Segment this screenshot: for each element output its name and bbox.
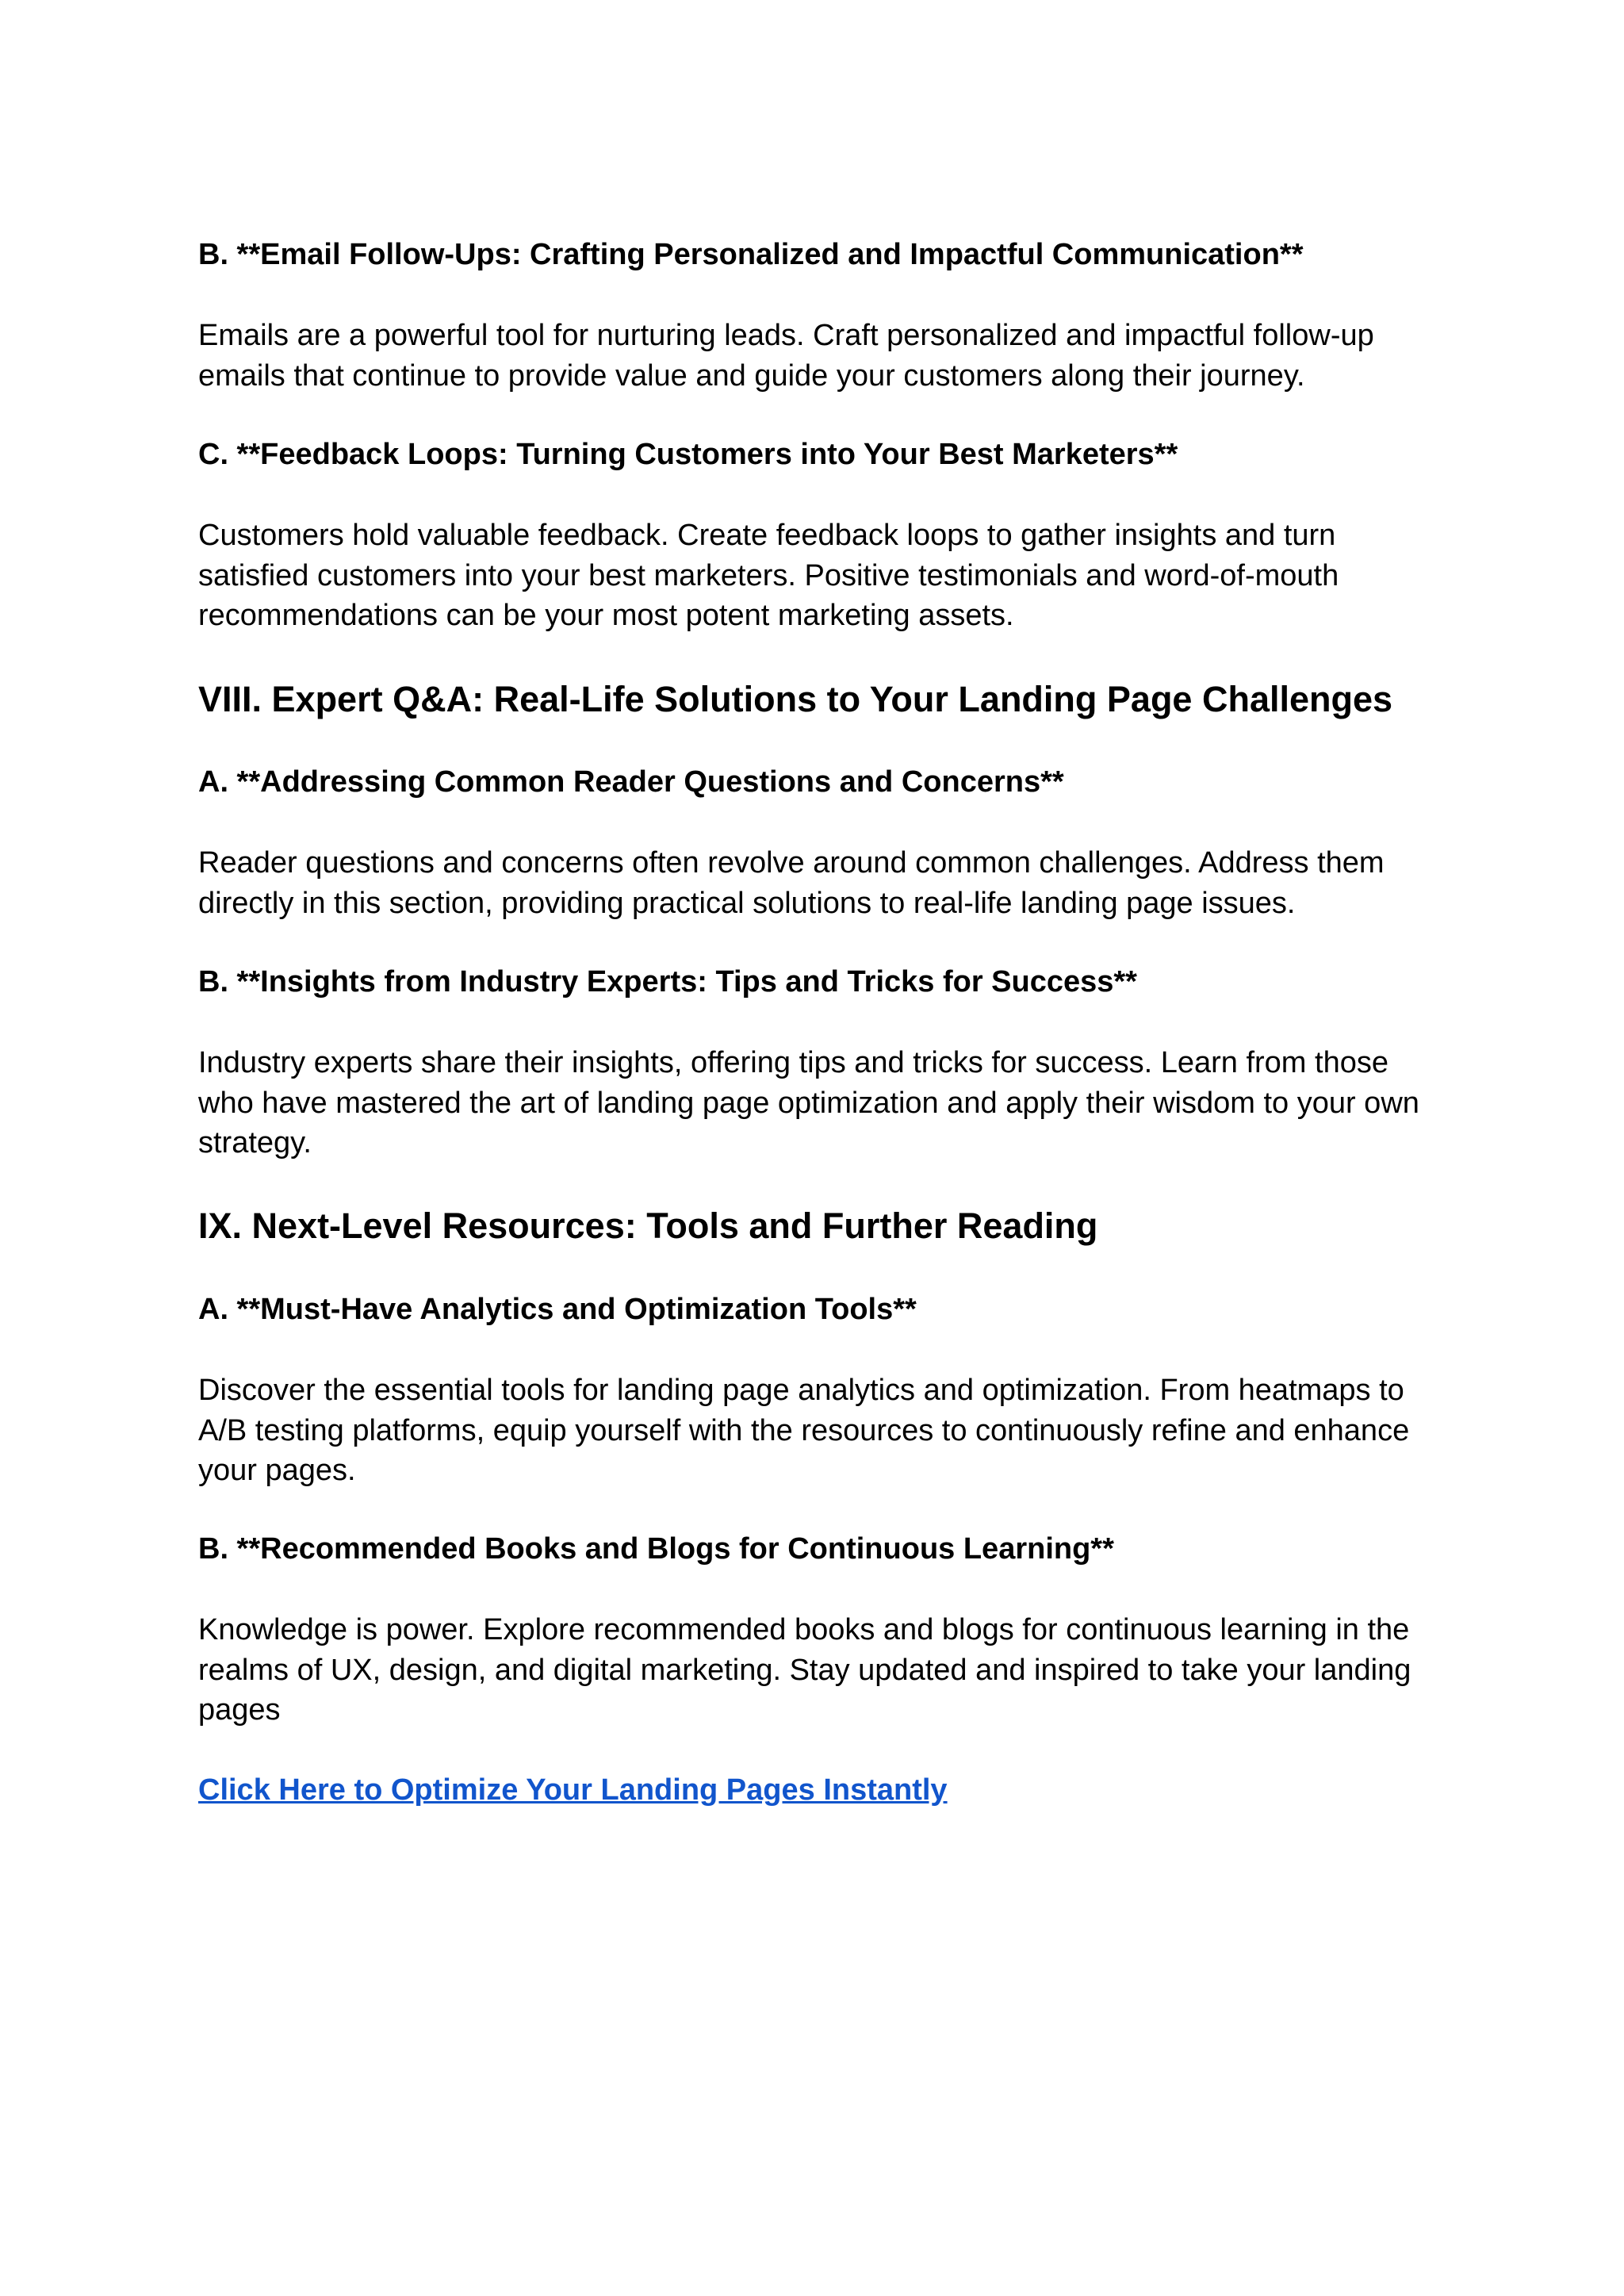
industry-experts-heading: B. **Insights from Industry Experts: Tips and Tricks for Success** (198, 965, 1137, 999)
email-followups-paragraph: Emails are a powerful tool for nurturing leads. Craft personalized and impactful follow-up emails that continue to provide value and guide your customers along their journey. (198, 319, 1374, 393)
analytics-tools-heading: A. **Must-Have Analytics and Optimization Tools** (198, 1293, 917, 1326)
section-viii-heading: VIII. Expert Q&A: Real-Life Solutions to Your Landing Page Challenges (198, 679, 1393, 719)
feedback-loops-paragraph: Customers hold valuable feedback. Create feedback loops to gather insights and turn satisfied customers into your best marketers. Positive testimonials and word-of-mouth recommendations can be your most potent marketing assets. (198, 519, 1339, 632)
email-followups-heading: B. **Email Follow-Ups: Crafting Personalized and Impactful Communication** (198, 238, 1304, 271)
reader-questions-paragraph: Reader questions and concerns often revolve around common challenges. Address them directly in this section, providing practical solutions to real-life landing page issues. (198, 846, 1385, 920)
books-blogs-paragraph: Knowledge is power. Explore recommended books and blogs for continuous learning in the realms of UX, design, and digital marketing. Stay updated and inspired to take your landing pages (198, 1613, 1411, 1727)
feedback-loops-heading: C. **Feedback Loops: Turning Customers into Your Best Marketers** (198, 438, 1178, 471)
reader-questions-heading: A. **Addressing Common Reader Questions and Concerns** (198, 765, 1064, 799)
analytics-tools-paragraph: Discover the essential tools for landing page analytics and optimization. From heatmaps to A/B testing platforms, equip yourself with the resources to continuously refine and enhance your pages. (198, 1374, 1410, 1487)
section-ix-heading: IX. Next-Level Resources: Tools and Further Reading (198, 1205, 1098, 1246)
books-blogs-heading: B. **Recommended Books and Blogs for Continuous Learning** (198, 1532, 1114, 1566)
optimize-landing-pages-link[interactable]: Click Here to Optimize Your Landing Pages Instantly (198, 1773, 948, 1807)
industry-experts-paragraph: Industry experts share their insights, offering tips and tricks for success. Learn from those who have mastered the art of landing page optimization and apply their wisdom to your own strategy. (198, 1046, 1419, 1159)
